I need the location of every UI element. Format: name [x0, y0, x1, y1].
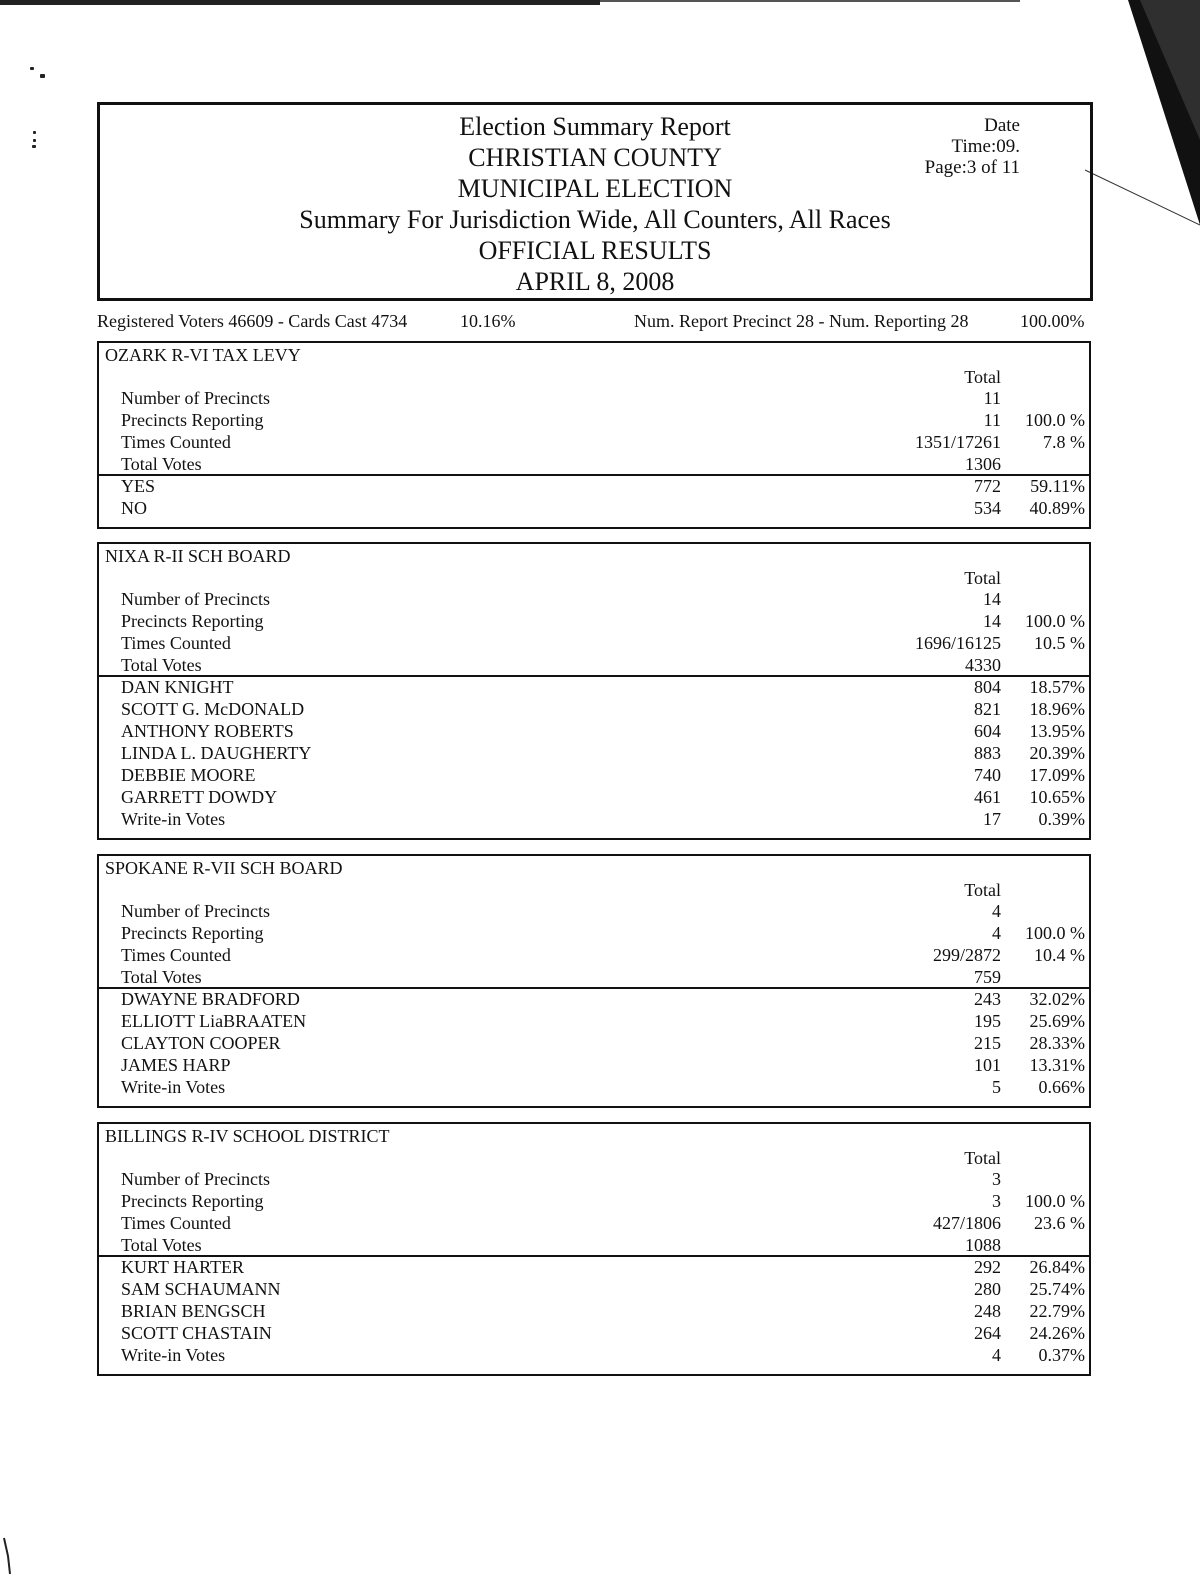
- times-counted-row: [99, 431, 1089, 453]
- scan-mark: [0, 1536, 18, 1576]
- stat-value: 299/2872: [932, 945, 1001, 965]
- choice-percent: 24.26%: [1029, 1323, 1085, 1343]
- stat-value: 4: [992, 923, 1001, 943]
- precincts-reporting-row: [99, 1190, 1089, 1212]
- choice-percent: 25.74%: [1029, 1279, 1085, 1299]
- choice-row: [99, 1322, 1089, 1344]
- choice-votes: 604: [974, 721, 1001, 741]
- choice-name: Write-in Votes: [121, 1345, 226, 1365]
- stat-label: Total Votes: [121, 967, 202, 987]
- stat-label: Precincts Reporting: [121, 923, 264, 943]
- choice-row: [99, 786, 1089, 808]
- stat-label: Number of Precincts: [121, 1169, 270, 1189]
- stat-label: Total Votes: [121, 1235, 202, 1255]
- choice-votes: 821: [974, 699, 1001, 719]
- choice-votes: 248: [974, 1301, 1001, 1321]
- stat-value: 3: [992, 1169, 1001, 1189]
- choice-percent: 0.66%: [1038, 1077, 1085, 1097]
- stat-percent: 23.6 %: [1034, 1213, 1085, 1233]
- total-votes-row: [99, 654, 1089, 676]
- choice-votes: 534: [974, 498, 1001, 518]
- choice-percent: 40.89%: [1029, 498, 1085, 518]
- page-number: Page:3 of 11: [924, 157, 1020, 178]
- times-counted-row: [99, 944, 1089, 966]
- choice-name: DAN KNIGHT: [121, 677, 234, 697]
- choice-votes: 17: [983, 809, 1001, 829]
- choice-votes: 883: [974, 743, 1001, 763]
- stat-value: 1696/16125: [914, 633, 1001, 653]
- choice-votes: 461: [974, 787, 1001, 807]
- choice-percent: 20.39%: [1029, 743, 1085, 763]
- choice-name: SCOTT G. McDONALD: [121, 699, 305, 719]
- stat-value: 14: [983, 611, 1001, 631]
- choice-row: [99, 497, 1089, 519]
- choice-percent: 22.79%: [1029, 1301, 1085, 1321]
- scan-edge: [600, 0, 1020, 2]
- stat-percent: 10.5 %: [1034, 633, 1085, 653]
- race-title: BILLINGS R-IV SCHOOL DISTRICT: [105, 1126, 390, 1146]
- race-table: [97, 542, 1091, 840]
- stat-percent: 100.0 %: [1025, 410, 1085, 430]
- stat-value: 1351/17261: [914, 432, 1001, 452]
- choice-votes: 292: [974, 1257, 1001, 1277]
- stat-label: Number of Precincts: [121, 901, 270, 921]
- number-of-precincts-row: [99, 1168, 1089, 1190]
- turnout-percent: 10.16%: [460, 311, 516, 331]
- scan-speck: [40, 74, 45, 78]
- county-name: CHRISTIAN COUNTY: [468, 143, 722, 172]
- stat-label: Times Counted: [121, 633, 231, 653]
- scan-speck: [33, 139, 36, 142]
- stat-value: 427/1806: [932, 1213, 1001, 1233]
- choice-votes: 195: [974, 1011, 1001, 1031]
- choice-name: YES: [121, 476, 156, 496]
- choice-percent: 0.37%: [1038, 1345, 1085, 1365]
- choice-percent: 28.33%: [1029, 1033, 1085, 1053]
- choice-percent: 25.69%: [1029, 1011, 1085, 1031]
- stat-percent: 7.8 %: [1043, 432, 1085, 452]
- total-column-header: Total: [964, 367, 1001, 387]
- choice-votes: 5: [992, 1077, 1001, 1097]
- race-table: [97, 1122, 1091, 1376]
- choice-name: BRIAN BENGSCH: [121, 1301, 266, 1321]
- choice-row: [99, 475, 1089, 497]
- choice-row: [99, 1032, 1089, 1054]
- choice-name: JAMES HARP: [121, 1055, 231, 1075]
- scan-edge: [0, 0, 600, 5]
- race-title: SPOKANE R-VII SCH BOARD: [105, 858, 343, 878]
- scan-speck: [30, 67, 34, 70]
- scan-speck: [33, 131, 36, 134]
- election-name: MUNICIPAL ELECTION: [457, 174, 733, 203]
- choice-row: [99, 1076, 1089, 1098]
- stat-value: 14: [983, 589, 1001, 609]
- stat-value: 11: [983, 388, 1001, 408]
- race-title: OZARK R-VI TAX LEVY: [105, 345, 301, 365]
- choice-percent: 10.65%: [1029, 787, 1085, 807]
- stat-percent: 100.0 %: [1025, 1191, 1085, 1211]
- election-date: APRIL 8, 2008: [515, 267, 675, 296]
- choice-row: [99, 1256, 1089, 1278]
- precincts-reporting-row: [99, 610, 1089, 632]
- choice-row: [99, 1344, 1089, 1366]
- precinct-reporting-summary: Num. Report Precinct 28 - Num. Reporting 28: [634, 311, 969, 331]
- choice-votes: 804: [974, 677, 1001, 697]
- choice-votes: 4: [992, 1345, 1001, 1365]
- choice-row: [99, 988, 1089, 1010]
- choice-votes: 772: [974, 476, 1001, 496]
- choice-name: DWAYNE BRADFORD: [121, 989, 300, 1009]
- total-column-header: Total: [964, 1148, 1001, 1168]
- stat-value: 3: [992, 1191, 1001, 1211]
- choice-name: ANTHONY ROBERTS: [121, 721, 294, 741]
- choice-name: ELLIOTT LiaBRAATEN: [121, 1011, 307, 1031]
- choice-percent: 59.11%: [1030, 476, 1085, 496]
- date-label: Date: [984, 115, 1020, 136]
- choice-votes: 280: [974, 1279, 1001, 1299]
- choice-name: KURT HARTER: [121, 1257, 245, 1277]
- stat-value: 759: [974, 967, 1001, 987]
- report-meta: [925, 115, 1020, 178]
- times-counted-row: [99, 1212, 1089, 1234]
- choice-row: [99, 1300, 1089, 1322]
- stat-label: Times Counted: [121, 945, 231, 965]
- number-of-precincts-row: [99, 588, 1089, 610]
- choice-votes: 101: [974, 1055, 1001, 1075]
- choice-row: [99, 698, 1089, 720]
- choice-name: SCOTT CHASTAIN: [121, 1323, 272, 1343]
- choice-name: CLAYTON COOPER: [121, 1033, 281, 1053]
- choice-row: [99, 808, 1089, 830]
- choice-name: DEBBIE MOORE: [121, 765, 256, 785]
- number-of-precincts-row: [99, 387, 1089, 409]
- choice-name: GARRETT DOWDY: [121, 787, 278, 807]
- choice-row: [99, 676, 1089, 698]
- registered-voters-summary: Registered Voters 46609 - Cards Cast 4734: [97, 311, 408, 331]
- choice-votes: 740: [974, 765, 1001, 785]
- stat-label: Total Votes: [121, 655, 202, 675]
- choice-percent: 32.02%: [1029, 989, 1085, 1009]
- choice-row: [99, 1278, 1089, 1300]
- stat-percent: 10.4 %: [1034, 945, 1085, 965]
- race-title: NIXA R-II SCH BOARD: [105, 546, 291, 566]
- report-header: [97, 102, 1093, 301]
- choice-votes: 264: [974, 1323, 1001, 1343]
- times-counted-row: [99, 632, 1089, 654]
- total-column-header: Total: [964, 880, 1001, 900]
- choice-percent: 17.09%: [1029, 765, 1085, 785]
- choice-name: SAM SCHAUMANN: [121, 1279, 281, 1299]
- choice-row: [99, 1054, 1089, 1076]
- choice-votes: 215: [974, 1033, 1001, 1053]
- stat-percent: 100.0 %: [1025, 611, 1085, 631]
- total-column-header: Total: [964, 568, 1001, 588]
- number-of-precincts-row: [99, 900, 1089, 922]
- choice-percent: 18.57%: [1029, 677, 1085, 697]
- choice-name: Write-in Votes: [121, 1077, 226, 1097]
- precinct-reporting-percent: 100.00%: [1020, 311, 1085, 331]
- choice-row: [99, 742, 1089, 764]
- stat-value: 1306: [965, 454, 1001, 474]
- total-votes-row: [99, 1234, 1089, 1256]
- choice-name: NO: [121, 498, 147, 518]
- stat-label: Precincts Reporting: [121, 1191, 264, 1211]
- time-label: Time:09.: [951, 136, 1020, 157]
- choice-percent: 0.39%: [1038, 809, 1085, 829]
- race-table: [97, 341, 1091, 529]
- summary-scope: Summary For Jurisdiction Wide, All Counters, All Races: [299, 205, 891, 234]
- stat-value: 1088: [965, 1235, 1001, 1255]
- stat-percent: 100.0 %: [1025, 923, 1085, 943]
- choice-percent: 13.31%: [1029, 1055, 1085, 1075]
- choice-percent: 18.96%: [1029, 699, 1085, 719]
- stat-label: Total Votes: [121, 454, 202, 474]
- report-title: Election Summary Report: [459, 112, 731, 141]
- scan-speck: [32, 145, 36, 148]
- choice-row: [99, 720, 1089, 742]
- stat-value: 4: [992, 901, 1001, 921]
- choice-percent: 26.84%: [1029, 1257, 1085, 1277]
- total-votes-row: [99, 453, 1089, 475]
- choice-row: [99, 764, 1089, 786]
- choice-name: Write-in Votes: [121, 809, 226, 829]
- total-votes-row: [99, 966, 1089, 988]
- race-table: [97, 854, 1091, 1108]
- stat-value: 11: [983, 410, 1001, 430]
- stat-label: Precincts Reporting: [121, 410, 264, 430]
- results-status: OFFICIAL RESULTS: [478, 236, 712, 265]
- choice-votes: 243: [974, 989, 1001, 1009]
- stat-label: Number of Precincts: [121, 589, 270, 609]
- stat-value: 4330: [965, 655, 1001, 675]
- choice-row: [99, 1010, 1089, 1032]
- stat-label: Times Counted: [121, 432, 231, 452]
- precincts-reporting-row: [99, 922, 1089, 944]
- stat-label: Number of Precincts: [121, 388, 270, 408]
- precincts-reporting-row: [99, 409, 1089, 431]
- choice-name: LINDA L. DAUGHERTY: [121, 743, 312, 763]
- stat-label: Precincts Reporting: [121, 611, 264, 631]
- stat-label: Times Counted: [121, 1213, 231, 1233]
- choice-percent: 13.95%: [1029, 721, 1085, 741]
